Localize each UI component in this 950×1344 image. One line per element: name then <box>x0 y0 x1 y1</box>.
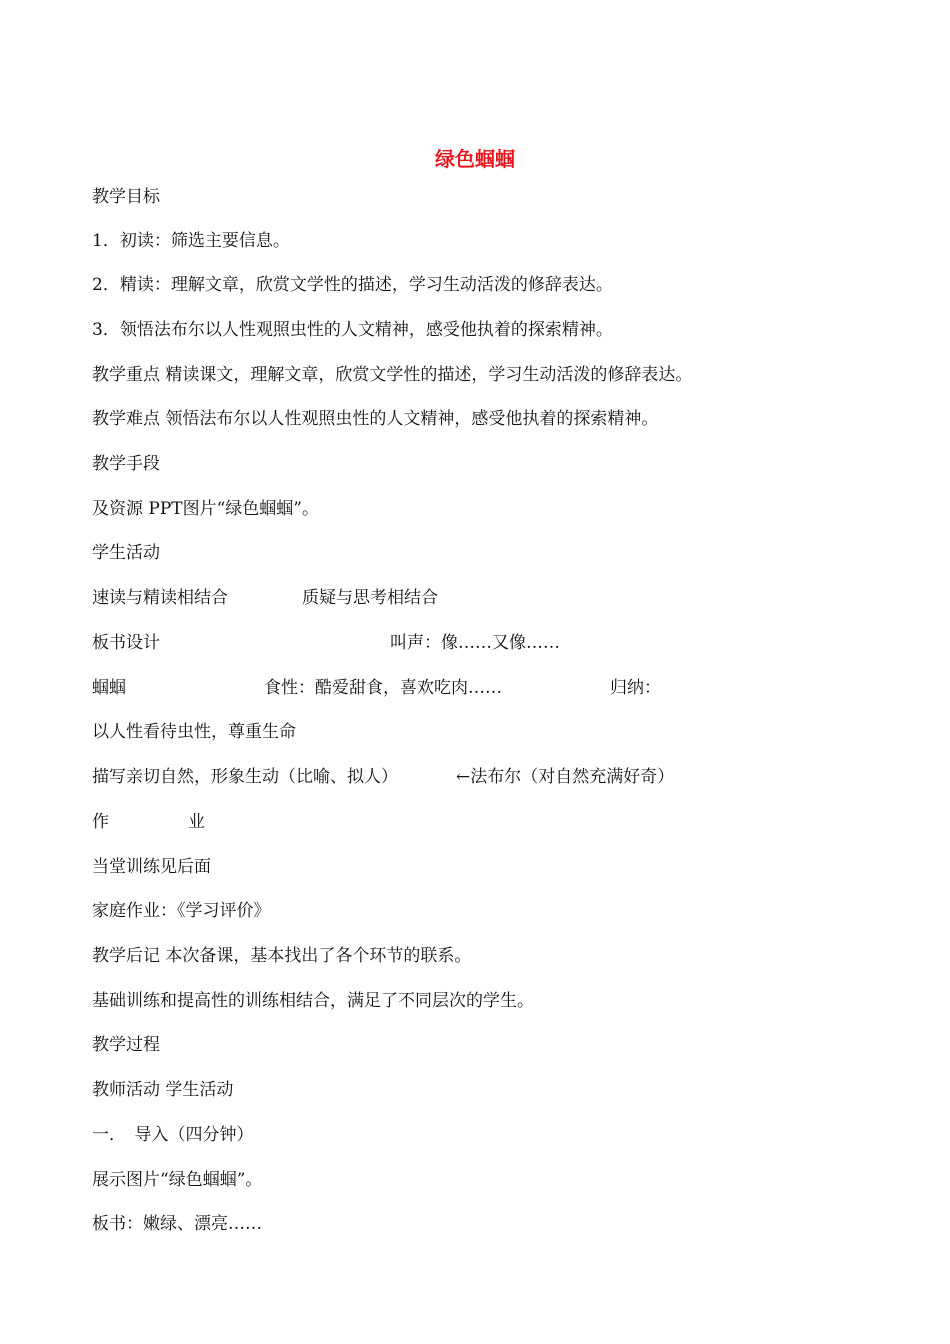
homework-label-left: 作 <box>92 812 109 832</box>
board-summary-label: 归纳： <box>610 678 661 698</box>
board-design-label: 板书设计 <box>92 633 160 653</box>
goal-item-1: 1．初读：筛选主要信息。 <box>92 231 290 251</box>
teaching-means-heading: 教学手段 <box>92 454 160 474</box>
homework-label-right: 业 <box>188 812 205 832</box>
goal-item-2: 2．精读：理解文章，欣赏文学性的描述，学习生动活泼的修辞表达。 <box>92 275 613 295</box>
homework-home: 家庭作业：《学习评价》 <box>92 901 271 921</box>
board-fabre: ←法布尔（对自然充满好奇） <box>456 767 675 787</box>
board-words: 板书：嫩绿、漂亮…… <box>92 1214 262 1234</box>
board-subject: 蝈蝈 <box>92 678 126 698</box>
activity-right: 质疑与思考相结合 <box>302 588 438 608</box>
process-heading: 教学过程 <box>92 1035 160 1055</box>
resources-line: 及资源 PPT图片“绿色蝈蝈”。 <box>92 499 320 519</box>
postscript-2: 基础训练和提高性的训练相结合，满足了不同层次的学生。 <box>92 991 534 1011</box>
step-1: 一． 导入（四分钟） <box>92 1125 254 1145</box>
board-humanity: 以人性看待虫性，尊重生命 <box>92 722 296 742</box>
difficult-points: 教学难点 领悟法布尔以人性观照虫性的人文精神，感受他执着的探索精神。 <box>92 409 659 429</box>
postscript-1: 教学后记 本次备课，基本找出了各个环节的联系。 <box>92 946 472 966</box>
goal-item-3: 3．领悟法布尔以人性观照虫性的人文精神，感受他执着的探索精神。 <box>92 320 613 340</box>
activity-left: 速读与精读相结合 <box>92 588 228 608</box>
board-description: 描写亲切自然，形象生动（比喻、拟人） <box>92 767 398 787</box>
homework-in-class: 当堂训练见后面 <box>92 857 211 877</box>
document-title: 绿色蝈蝈 <box>435 147 515 171</box>
process-columns: 教师活动 学生活动 <box>92 1080 234 1100</box>
board-diet: 食性：酷爱甜食，喜欢吃肉…… <box>264 678 502 698</box>
key-points: 教学重点 精读课文，理解文章，欣赏文学性的描述，学习生动活泼的修辞表达。 <box>92 365 693 385</box>
student-activities-heading: 学生活动 <box>92 543 160 563</box>
teaching-goals-heading: 教学目标 <box>92 187 160 207</box>
show-picture: 展示图片“绿色蝈蝈”。 <box>92 1170 263 1190</box>
board-sound: 叫声：像……又像…… <box>390 633 560 653</box>
